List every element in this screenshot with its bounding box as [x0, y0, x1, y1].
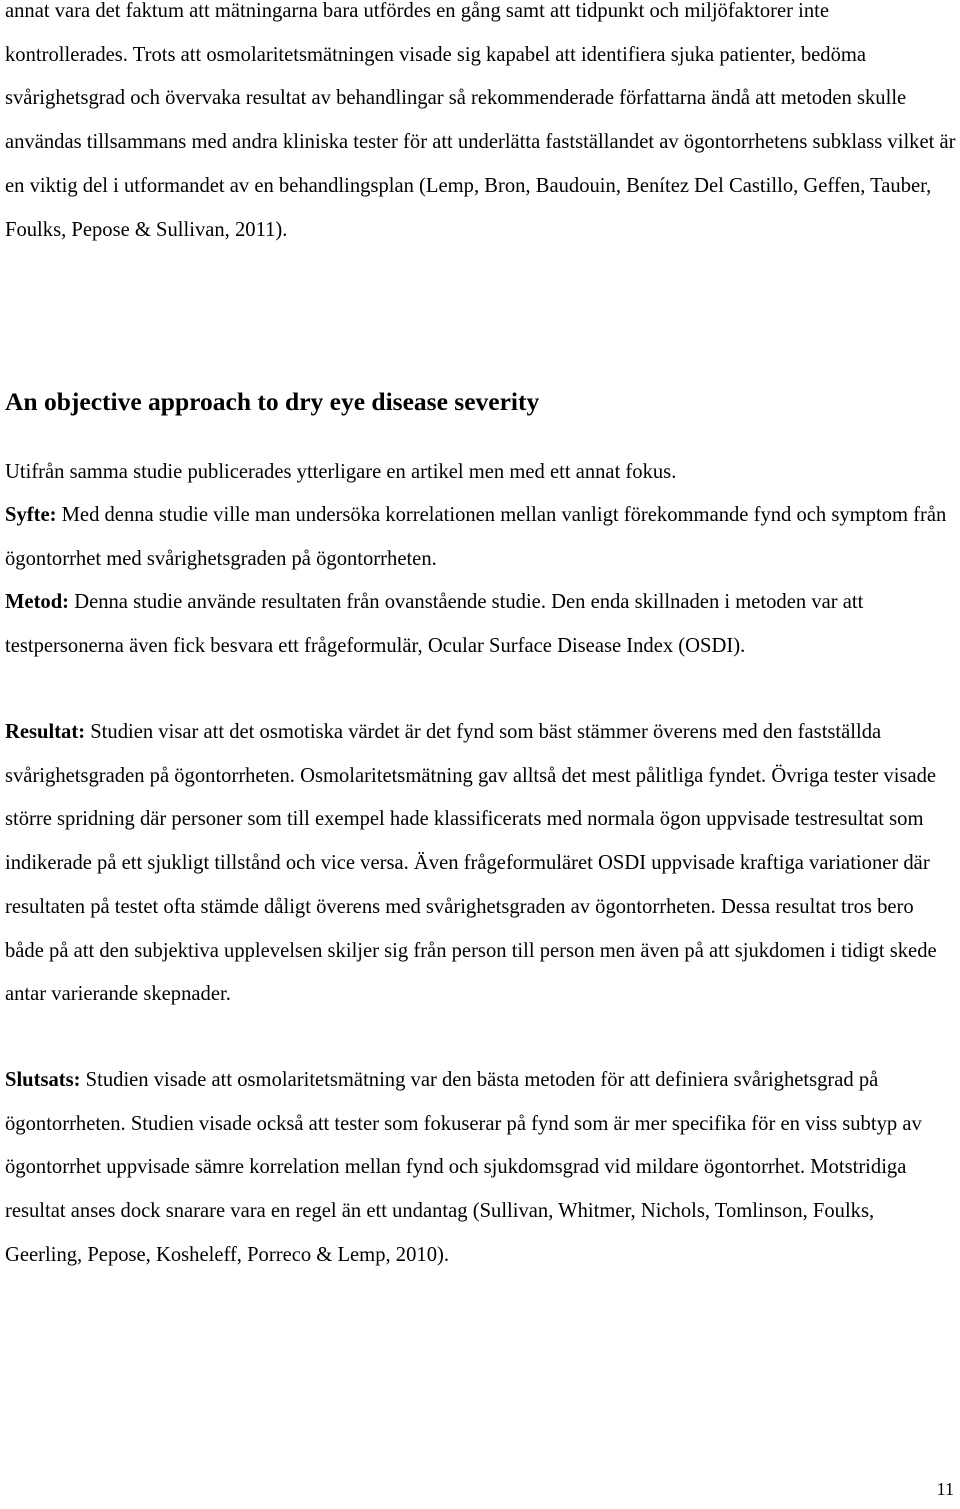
paragraph-slutsats [5, 1059, 956, 1278]
slutsats-label: Slutsats: [5, 1069, 81, 1091]
paragraph-resultat [5, 711, 956, 1017]
resultat-label: Resultat: [5, 721, 86, 743]
paragraph-study-intro: Utifrån samma studie publicerades ytterligare en artikel men med ett annat fokus. [5, 461, 677, 483]
slutsats-text: Studien visade att osmolaritetsmätning var den bästa metoden för att definiera svårighetsgrad på ögontorrheten. Studien visade också att tester som fokuserar på fynd som är mer specifika för en viss subtyp av ögontorrhet uppvisade sämre korrelation mellan fynd och sjukdomsgrad vid mildare ögontorrhet. Motstridiga resultat anses dock snarare vara en regel än ett undantag (Sullivan, Whitmer, Nichols, Tomlinson, Foulks, Geerling, Pepose, Kosheleff, Porreco & Lemp, 2010). [5, 1069, 922, 1266]
page-number: 11 [936, 1479, 954, 1499]
paragraph-syfte [5, 494, 956, 581]
resultat-text: Studien visar att det osmotiska värdet är det fynd som bäst stämmer överens med den fastställda svårighetsgraden på ögontorrheten. Osmolaritetsmätning gav alltså det mest pålitliga fyndet. Övriga tester visade större spridning där personer som till exempel hade klassificerats med normala ögon uppvisade testresultat som indikerade på ett sjukligt tillstånd och vice versa. Även frågeformuläret OSDI uppvisade kraftiga variationer där resultaten på testet ofta stämde dåligt överens med svårighetsgraden av ögontorrheten. Dessa resultat tros bero både på att den subjektiva upplevelsen skiljer sig från person till person men även på att sjukdomen i tidigt skede antar varierande skepnader. [5, 721, 937, 1006]
paragraph-intro-continued: annat vara det faktum att mätningarna bara utfördes en gång samt att tidpunkt och miljöfaktorer inte kontrollerades. Trots att osmolaritetsmätningen visade sig kapabel att identifiera sjuka patienter, bedöma svårighetsgrad och övervaka resultat av behandlingar så rekommenderade författarna ändå att metoden skulle användas tillsammans med andra kliniska tester för att underlätta fastställandet av ögontorrhetens subklass vilket är en viktig del i utformandet av en behandlingsplan (Lemp, Bron, Baudouin, Benítez Del Castillo, Geffen, Tauber, Foulks, Pepose & Sullivan, 2011). [5, 0, 956, 241]
metod-label: Metod: [5, 591, 70, 613]
metod-text: Denna studie använde resultaten från ovanstående studie. Den enda skillnaden i metoden var att testpersonerna även fick besvara ett frågeformulär, Ocular Surface Disease Index (OSDI). [5, 591, 864, 657]
syfte-text: Med denna studie ville man undersöka korrelationen mellan vanligt förekommande fynd och symptom från ögontorrhet med svårighetsgraden på ögontorrheten. [5, 504, 947, 570]
paragraph-metod [5, 581, 956, 668]
section-heading: An objective approach to dry eye disease severity [5, 387, 540, 416]
syfte-label: Syfte: [5, 504, 57, 526]
